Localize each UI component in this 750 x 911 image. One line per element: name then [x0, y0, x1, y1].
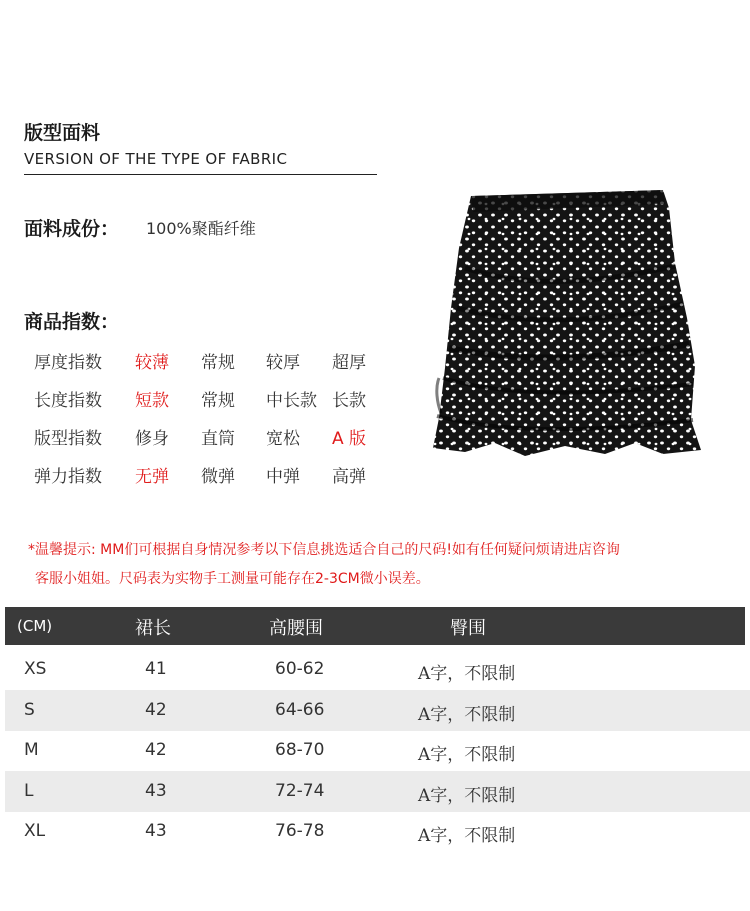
size-table-row — [5, 771, 750, 812]
length-cell: 41 — [145, 659, 167, 679]
index-option: 修身 — [135, 429, 169, 449]
header-hip: 臀围 — [450, 618, 486, 639]
hip-cell: A字，不限制 — [418, 785, 516, 806]
size-cell: XL — [24, 821, 46, 841]
index-option: 超厚 — [332, 353, 366, 373]
hip-cell: A字，不限制 — [418, 745, 516, 765]
index-option: 常规 — [201, 353, 235, 373]
waist-cell: 60-62 — [275, 659, 325, 679]
hip-cell: A字，不限制 — [418, 826, 516, 846]
size-table-header — [5, 607, 745, 645]
index-option: 直筒 — [201, 429, 235, 449]
size-cell: XS — [24, 659, 47, 679]
hip-cell: A字，不限制 — [418, 704, 516, 725]
waist-cell: 68-70 — [275, 740, 325, 760]
size-table-row — [5, 730, 750, 771]
header-unit: (CM) — [17, 617, 53, 635]
size-cell: M — [24, 740, 39, 760]
length-cell: 42 — [145, 699, 167, 720]
index-option-selected: 无弹 — [135, 467, 169, 487]
size-table-row — [5, 649, 750, 690]
waist-cell: 76-78 — [275, 821, 325, 841]
notice-line-1: *温馨提示: MM们可根据自身情况参考以下信息挑选适合自己的尺码!如有任何疑问烦请进店咨询 — [28, 542, 620, 558]
index-row-name: 厚度指数 — [34, 353, 102, 373]
header-waist: 高腰围 — [269, 618, 323, 639]
index-option: 高弹 — [332, 467, 366, 487]
length-cell: 42 — [145, 740, 167, 760]
index-option: 常规 — [201, 391, 235, 411]
index-option-selected: 较薄 — [135, 353, 169, 373]
size-notice — [28, 536, 728, 594]
section-title: 版型面料 — [24, 122, 101, 144]
hip-cell: A字，不限制 — [418, 664, 516, 684]
header-length: 裙长 — [135, 618, 171, 639]
notice-line-2: 客服小姐姐。尺码表为实物手工测量可能存在2-3CM微小误差。 — [35, 571, 430, 587]
index-option: 中弹 — [266, 467, 300, 487]
size-table-row — [5, 690, 750, 731]
size-cell: S — [24, 699, 35, 720]
index-row-name: 版型指数 — [34, 429, 102, 449]
index-option: 长款 — [332, 391, 366, 411]
index-option: 较厚 — [266, 353, 300, 373]
index-option: 微弹 — [201, 467, 235, 487]
fabric-label: 面料成份： — [24, 218, 120, 240]
product-index-label: 商品指数： — [24, 311, 120, 333]
index-row-name: 弹力指数 — [34, 467, 102, 487]
waist-cell: 64-66 — [275, 699, 325, 720]
index-option-selected: A 版 — [332, 429, 367, 449]
section-subtitle: VERSION OF THE TYPE OF FABRIC — [24, 150, 288, 168]
length-cell: 43 — [145, 821, 167, 841]
index-row-name: 长度指数 — [34, 391, 102, 411]
index-option-selected: 短款 — [135, 391, 169, 411]
fabric-value: 100%聚酯纤维 — [146, 219, 256, 238]
index-option: 宽松 — [266, 429, 300, 449]
title-divider — [24, 174, 377, 175]
size-table-row — [5, 811, 750, 852]
waist-cell: 72-74 — [275, 780, 325, 801]
length-cell: 43 — [145, 780, 167, 801]
size-cell: L — [24, 780, 34, 801]
index-option: 中长款 — [266, 391, 317, 411]
skirt-product-image — [425, 188, 715, 460]
